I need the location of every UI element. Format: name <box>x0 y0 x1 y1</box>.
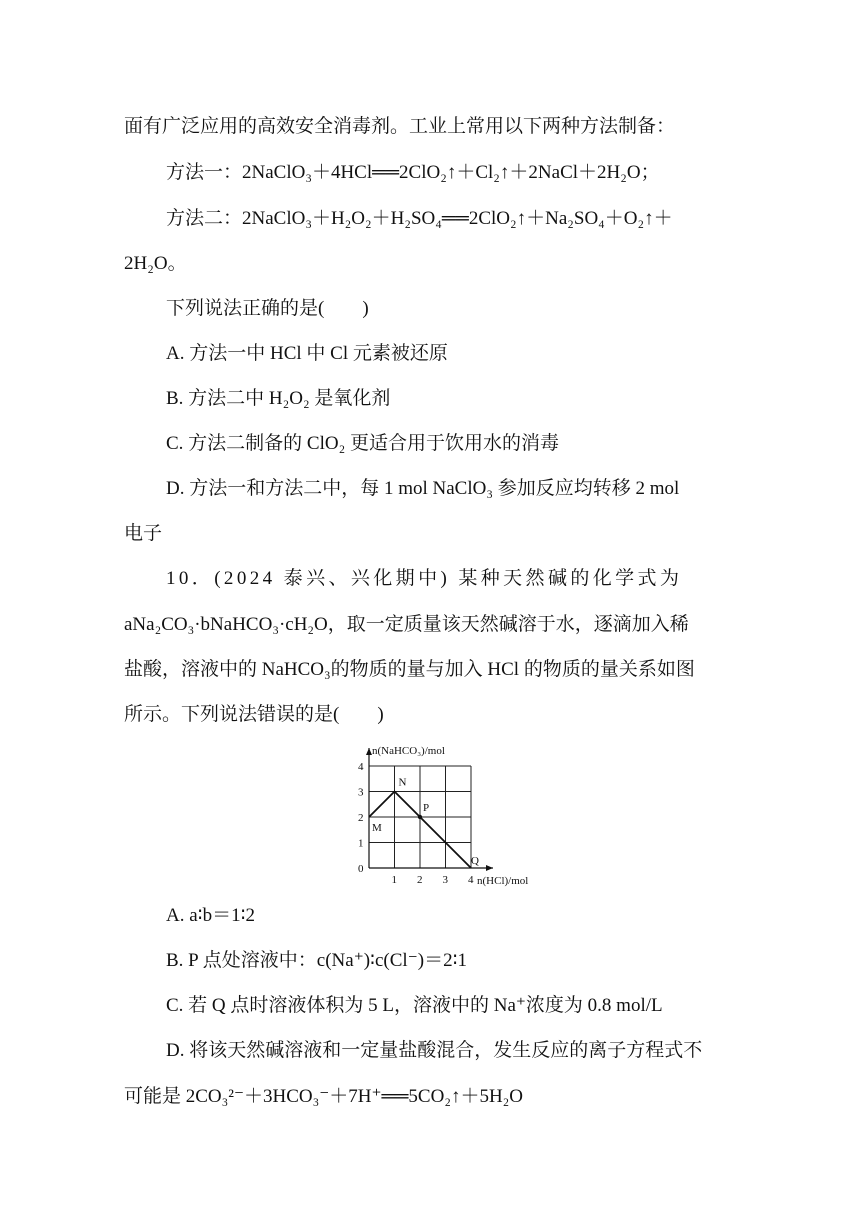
x-tick-label: 4 <box>468 874 474 886</box>
y-tick-label: 2 <box>358 812 364 824</box>
y-axis-label: n(NaHCO₃)/mol <box>372 745 445 757</box>
q10-option-d: D. 将该天然碱溶液和一定量盐酸混合，发生反应的离子方程式不 <box>166 1040 703 1061</box>
q10-option-a: A. a∶b＝1∶2 <box>166 905 256 926</box>
point-label: P <box>423 802 430 814</box>
chart-svg <box>345 740 555 890</box>
method2-equation-cont: 2H₂O。 <box>124 253 187 274</box>
q9-option-c: C. 方法二制备的 ClO₂ 更适合用于饮用水的消毒 <box>166 433 559 454</box>
intro-line1: 面有广泛应用的高效安全消毒剂。工业上常用以下两种方法制备： <box>124 116 676 137</box>
q10-option-b: B. P 点处溶液中：c(Na⁺)∶c(Cl⁻)＝2∶1 <box>166 950 468 971</box>
y-tick-label: 3 <box>358 786 364 799</box>
x-tick-label: 3 <box>442 874 448 886</box>
x-tick-label: 2 <box>417 874 423 886</box>
q9-stem: 下列说法正确的是( ) <box>166 298 369 319</box>
data-point <box>418 815 422 819</box>
method2-equation: 方法二：2NaClO₃＋H₂O₂＋H₂SO₄══2ClO₂↑＋Na₂SO₄＋O₂↑＋ <box>166 208 673 229</box>
q9-option-a: A. 方法一中 HCl 中 Cl 元素被还原 <box>166 343 448 364</box>
q10-stem-line3: 盐酸，溶液中的 NaHCO₃的物质的量与加入 HCl 的物质的量关系如图 <box>124 659 695 680</box>
point-label: M <box>372 822 382 834</box>
y-tick-label: 0 <box>358 863 364 875</box>
q10-option-c: C. 若 Q 点时溶液体积为 5 L，溶液中的 Na⁺浓度为 0.8 mol/L <box>166 995 663 1016</box>
q9-option-d: D. 方法一和方法二中，每 1 mol NaClO₃ 参加反应均转移 2 mol <box>166 478 680 499</box>
y-tick-label: 4 <box>358 761 364 773</box>
y-tick-label: 1 <box>358 837 364 850</box>
point-label: N <box>398 776 407 789</box>
nahco3-hcl-chart <box>345 740 555 890</box>
q9-option-d-cont: 电子 <box>124 523 163 544</box>
q10-stem: 10．(2024 泰兴、兴化期中) 某种天然碱的化学式为 <box>166 568 683 589</box>
q10-option-d-cont: 可能是 2CO₃²⁻＋3HCO₃⁻＋7H⁺══5CO₂↑＋5H₂O <box>124 1086 524 1107</box>
q9-option-b: B. 方法二中 H₂O₂ 是氧化剂 <box>166 388 391 409</box>
q10-stem-formula: aNa₂CO₃·bNaHCO₃·cH₂O，取一定质量该天然碱溶于水，逐滴加入稀 <box>124 614 689 635</box>
x-tick-label: 1 <box>391 874 397 886</box>
x-axis-arrow <box>486 865 493 871</box>
point-label: Q <box>471 855 479 867</box>
x-axis-label: n(HCl)/mol <box>477 875 529 887</box>
method1-equation: 方法一：2NaClO₃＋4HCl══2ClO₂↑＋Cl₂↑＋2NaCl＋2H₂O； <box>166 162 660 183</box>
q10-stem-line4: 所示。下列说法错误的是( ) <box>124 704 384 725</box>
